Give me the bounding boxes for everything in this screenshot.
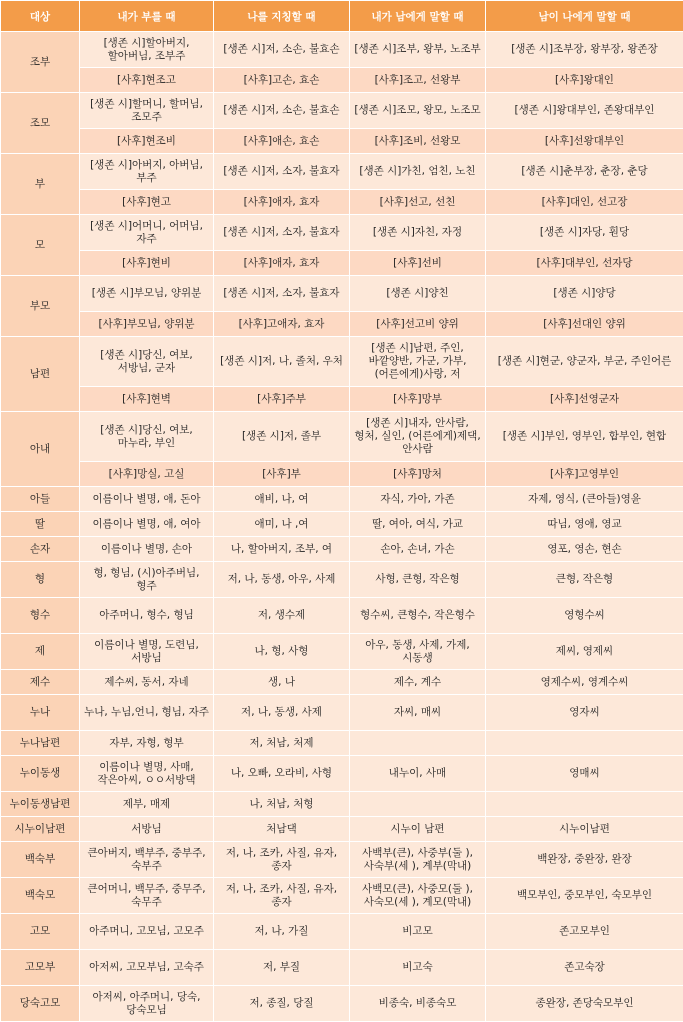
table-row bbox=[1, 695, 683, 731]
table-row bbox=[1, 312, 683, 337]
table-cell: 애미, 나 ,여 bbox=[214, 512, 350, 537]
table-cell: 애비, 나, 여 bbox=[214, 487, 350, 512]
table-cell: [생존 시]저, 나, 졸처, 우처 bbox=[214, 337, 350, 387]
table-cell: 비고숙 bbox=[350, 950, 486, 986]
table-cell: 이름이나 별명, 애, 여아 bbox=[80, 512, 214, 537]
table-row bbox=[1, 792, 683, 817]
table-cell: [생존 시]현군, 양군자, 부군, 주인어른 bbox=[486, 337, 683, 387]
table-row bbox=[1, 68, 683, 93]
row-label: 형 bbox=[1, 562, 80, 598]
table-body bbox=[1, 32, 683, 1022]
header-cell: 나를 지칭할 때 bbox=[214, 1, 350, 32]
row-label: 누나남편 bbox=[1, 731, 80, 756]
table-cell: 이름이나 별명, 사매, 작은아씨, ㅇㅇ서방댁 bbox=[80, 756, 214, 792]
table-cell: 이름이나 별명, 손아 bbox=[80, 537, 214, 562]
row-label: 형수 bbox=[1, 598, 80, 634]
table-cell: 존고숙장 bbox=[486, 950, 683, 986]
table-cell: 영제수씨, 영계수씨 bbox=[486, 670, 683, 695]
table-cell: [사후]망부 bbox=[350, 387, 486, 412]
table-cell: 저, 나, 조카, 사질, 유자, 종자 bbox=[214, 842, 350, 878]
table-cell: [사후]부모님, 양위분 bbox=[80, 312, 214, 337]
header-cell: 내가 남에게 말할 때 bbox=[350, 1, 486, 32]
table-cell: 이름이나 별명, 도련님, 서방님 bbox=[80, 634, 214, 670]
table-cell: [생존 시]양친 bbox=[350, 276, 486, 312]
row-label: 시누이남편 bbox=[1, 817, 80, 842]
table-cell: 시누이 남편 bbox=[350, 817, 486, 842]
table-cell: [사후]선왕대부인 bbox=[486, 129, 683, 154]
table-cell: 누나, 누님,언니, 형님, 자주 bbox=[80, 695, 214, 731]
row-label: 부 bbox=[1, 154, 80, 215]
table-cell: [사후]애자, 효자 bbox=[214, 190, 350, 215]
table-row bbox=[1, 756, 683, 792]
table-cell: [생존 시]저, 소손, 불효손 bbox=[214, 93, 350, 129]
row-label: 조모 bbox=[1, 93, 80, 154]
table-cell: 백모부인, 중모부인, 숙모부인 bbox=[486, 878, 683, 914]
table-cell: [사후]현조비 bbox=[80, 129, 214, 154]
table-cell: 손아, 손녀, 가손 bbox=[350, 537, 486, 562]
table-cell: [생존 시]남편, 주인, 바깥양반, 가군, 가부, (어른에게)사랑, 저 bbox=[350, 337, 486, 387]
table-cell: 제수, 계수 bbox=[350, 670, 486, 695]
header-row bbox=[1, 1, 683, 32]
table-cell: [생존 시]부인, 영부인, 합부인, 현합 bbox=[486, 412, 683, 462]
table-cell: 존고모부인 bbox=[486, 914, 683, 950]
table-row bbox=[1, 154, 683, 190]
table-cell: [생존 시]당신, 여보, 서방님, 군자 bbox=[80, 337, 214, 387]
row-label: 모 bbox=[1, 215, 80, 276]
table-cell: [생존 시]왕대부인, 존왕대부인 bbox=[486, 93, 683, 129]
table-cell: 저, 처남, 처제 bbox=[214, 731, 350, 756]
table-cell: 사형, 큰형, 작은형 bbox=[350, 562, 486, 598]
table-row bbox=[1, 512, 683, 537]
table-cell: [생존 시]저, 소자, 불효자 bbox=[214, 215, 350, 251]
table-cell: 나, 할아버지, 조부, 여 bbox=[214, 537, 350, 562]
table-cell: 나, 형, 사형 bbox=[214, 634, 350, 670]
row-label: 백숙모 bbox=[1, 878, 80, 914]
table-cell: [생존 시]자친, 자정 bbox=[350, 215, 486, 251]
table-cell: 영자씨 bbox=[486, 695, 683, 731]
table-cell: [생존 시]저, 소손, 불효손 bbox=[214, 32, 350, 68]
row-label: 제 bbox=[1, 634, 80, 670]
table-cell: 영매씨 bbox=[486, 756, 683, 792]
table-cell: 비고모 bbox=[350, 914, 486, 950]
table-row bbox=[1, 93, 683, 129]
table-cell: [생존 시]어머니, 어머님, 자주 bbox=[80, 215, 214, 251]
table-row bbox=[1, 634, 683, 670]
table-row bbox=[1, 817, 683, 842]
table-row bbox=[1, 731, 683, 756]
table-cell: 영형수씨 bbox=[486, 598, 683, 634]
table-cell: 자씨, 매씨 bbox=[350, 695, 486, 731]
table-cell: 제수씨, 동서, 자네 bbox=[80, 670, 214, 695]
table-cell: [생존 시]당신, 여보, 마누라, 부인 bbox=[80, 412, 214, 462]
table-cell: 제부, 매제 bbox=[80, 792, 214, 817]
table-cell: 비종숙, 비종숙모 bbox=[350, 986, 486, 1022]
table-cell: [사후]고애자, 효자 bbox=[214, 312, 350, 337]
table-cell: 아주머니, 형수, 형님 bbox=[80, 598, 214, 634]
table-cell: [생존 시]할아버지, 할아버님, 조부주 bbox=[80, 32, 214, 68]
table-cell: 저, 나, 조카, 사질, 유자, 종자 bbox=[214, 878, 350, 914]
table-cell: [생존 시]할머니, 할머님, 조모주 bbox=[80, 93, 214, 129]
table-cell: [사후]망실, 고실 bbox=[80, 462, 214, 487]
table-cell bbox=[350, 792, 486, 817]
table-row bbox=[1, 537, 683, 562]
table-cell: [생존 시]저, 소자, 불효자 bbox=[214, 154, 350, 190]
table-row bbox=[1, 32, 683, 68]
table-row bbox=[1, 670, 683, 695]
table-cell: [사후]선고비 양위 bbox=[350, 312, 486, 337]
table-row bbox=[1, 129, 683, 154]
row-label: 조부 bbox=[1, 32, 80, 93]
table-row bbox=[1, 986, 683, 1022]
row-label: 누나 bbox=[1, 695, 80, 731]
table-cell: 아우, 동생, 사제, 가제, 시동생 bbox=[350, 634, 486, 670]
table-cell: [사후]조비, 선왕모 bbox=[350, 129, 486, 154]
table-cell: [생존 시]조부, 왕부, 노조부 bbox=[350, 32, 486, 68]
table-cell: 이름이나 별명, 애, 돈아 bbox=[80, 487, 214, 512]
row-label: 제수 bbox=[1, 670, 80, 695]
table-cell: [사후]현벽 bbox=[80, 387, 214, 412]
table-cell: 큰형, 작은형 bbox=[486, 562, 683, 598]
table-cell: [생존 시]가친, 엄친, 노친 bbox=[350, 154, 486, 190]
table-cell: 저, 종질, 당질 bbox=[214, 986, 350, 1022]
row-label: 아들 bbox=[1, 487, 80, 512]
row-label: 고모부 bbox=[1, 950, 80, 986]
table-cell: [생존 시]양당 bbox=[486, 276, 683, 312]
table-cell: 자부, 자형, 형부 bbox=[80, 731, 214, 756]
table-cell: [사후]주부 bbox=[214, 387, 350, 412]
header-cell: 남이 나에게 말할 때 bbox=[486, 1, 683, 32]
table-cell: [생존 시]내자, 안사람, 형처, 실인, (어른에게)제댁, 안사람 bbox=[350, 412, 486, 462]
table-cell: 저, 나, 동생, 아우, 사제 bbox=[214, 562, 350, 598]
table-cell: 딸, 여아, 여식, 가교 bbox=[350, 512, 486, 537]
table-cell: 자제, 영식, (큰아들)영윤 bbox=[486, 487, 683, 512]
table-row bbox=[1, 487, 683, 512]
table-cell: [사후]망처 bbox=[350, 462, 486, 487]
row-label: 고모 bbox=[1, 914, 80, 950]
table-row bbox=[1, 412, 683, 462]
table-row bbox=[1, 598, 683, 634]
table-cell: 영포, 영손, 현손 bbox=[486, 537, 683, 562]
table-cell: 백완장, 중완장, 완장 bbox=[486, 842, 683, 878]
table-row bbox=[1, 337, 683, 387]
table-cell: [생존 시]춘부장, 춘장, 춘당 bbox=[486, 154, 683, 190]
table-cell: 아주머니, 고모님, 고모주 bbox=[80, 914, 214, 950]
table-cell: 종완장, 존당숙모부인 bbox=[486, 986, 683, 1022]
table-cell: [생존 시]부모님, 양위분 bbox=[80, 276, 214, 312]
table-cell: [사후]현조고 bbox=[80, 68, 214, 93]
table-cell bbox=[486, 731, 683, 756]
table-cell: [사후]고영부인 bbox=[486, 462, 683, 487]
table-row bbox=[1, 462, 683, 487]
table-row bbox=[1, 914, 683, 950]
table-cell bbox=[486, 792, 683, 817]
table-cell: [생존 시]자당, 훤당 bbox=[486, 215, 683, 251]
table-cell: [사후]선영군자 bbox=[486, 387, 683, 412]
table-cell: [생존 시]저, 소자, 불효자 bbox=[214, 276, 350, 312]
row-label: 부모 bbox=[1, 276, 80, 337]
header-cell: 대상 bbox=[1, 1, 80, 32]
table-cell: 나, 처남, 처형 bbox=[214, 792, 350, 817]
table-cell: [생존 시]조부장, 왕부장, 왕존장 bbox=[486, 32, 683, 68]
table-cell: [사후]고손, 효손 bbox=[214, 68, 350, 93]
table-cell: 형수씨, 큰형수, 작은형수 bbox=[350, 598, 486, 634]
table-cell: [생존 시]아버지, 아버님, 부주 bbox=[80, 154, 214, 190]
table-row bbox=[1, 387, 683, 412]
table-cell: [사후]대인, 선고장 bbox=[486, 190, 683, 215]
table-cell: [생존 시]저, 졸부 bbox=[214, 412, 350, 462]
row-label: 아내 bbox=[1, 412, 80, 487]
table-cell: [사후]현고 bbox=[80, 190, 214, 215]
table-row bbox=[1, 190, 683, 215]
row-label: 누이동생남편 bbox=[1, 792, 80, 817]
table-cell: 처남댁 bbox=[214, 817, 350, 842]
table-cell: [사후]애손, 효손 bbox=[214, 129, 350, 154]
table-cell: 저, 부질 bbox=[214, 950, 350, 986]
table-cell: 아저씨, 아주머니, 당숙, 당숙모님 bbox=[80, 986, 214, 1022]
table-cell: 저, 나, 가질 bbox=[214, 914, 350, 950]
table-cell: 저, 생수제 bbox=[214, 598, 350, 634]
table-cell: [사후]선비 bbox=[350, 251, 486, 276]
table-cell: [사후]현비 bbox=[80, 251, 214, 276]
table-cell: [사후]대부인, 선자당 bbox=[486, 251, 683, 276]
table-cell: 나, 오빠, 오라비, 사형 bbox=[214, 756, 350, 792]
row-label: 남편 bbox=[1, 337, 80, 412]
table-cell: [사후]왕대인 bbox=[486, 68, 683, 93]
table-cell: [사후]부 bbox=[214, 462, 350, 487]
row-label: 백숙부 bbox=[1, 842, 80, 878]
header-cell: 내가 부를 때 bbox=[80, 1, 214, 32]
table-cell: 저, 나, 동생, 사제 bbox=[214, 695, 350, 731]
table-cell: 큰아버지, 백부주, 중부주, 숙부주 bbox=[80, 842, 214, 878]
table-cell: [사후]선대인 양위 bbox=[486, 312, 683, 337]
table-cell: 제씨, 영제씨 bbox=[486, 634, 683, 670]
table-row bbox=[1, 842, 683, 878]
table-cell: [사후]애자, 효자 bbox=[214, 251, 350, 276]
row-label: 누이동생 bbox=[1, 756, 80, 792]
table-row bbox=[1, 562, 683, 598]
table-cell: 사백부(큰), 사중부(둘 ), 사숙부(세 ), 계부(막내) bbox=[350, 842, 486, 878]
table-row bbox=[1, 215, 683, 251]
table-cell: [사후]선고, 선친 bbox=[350, 190, 486, 215]
table-cell: 사백모(큰), 사중모(둘 ), 사숙모(세 ), 계모(막내) bbox=[350, 878, 486, 914]
row-label: 손자 bbox=[1, 537, 80, 562]
table-cell: 형, 형님, (시)아주버님, 형주 bbox=[80, 562, 214, 598]
table-row bbox=[1, 878, 683, 914]
row-label: 딸 bbox=[1, 512, 80, 537]
table-cell: [생존 시]조모, 왕모, 노조모 bbox=[350, 93, 486, 129]
table-cell: [사후]조고, 선왕부 bbox=[350, 68, 486, 93]
table-cell: 내누이, 사매 bbox=[350, 756, 486, 792]
table-cell: 자식, 가아, 가존 bbox=[350, 487, 486, 512]
table-cell: 큰어머니, 백무주, 중무주, 숙무주 bbox=[80, 878, 214, 914]
table-cell: 시누이남편 bbox=[486, 817, 683, 842]
table-cell: 생, 나 bbox=[214, 670, 350, 695]
table-row bbox=[1, 276, 683, 312]
table-cell: 서방님 bbox=[80, 817, 214, 842]
table-cell bbox=[350, 731, 486, 756]
table-row bbox=[1, 950, 683, 986]
table-row bbox=[1, 251, 683, 276]
table-cell: 따님, 영애, 영교 bbox=[486, 512, 683, 537]
row-label: 당숙고모 bbox=[1, 986, 80, 1022]
table-cell: 아저씨, 고모부님, 고숙주 bbox=[80, 950, 214, 986]
